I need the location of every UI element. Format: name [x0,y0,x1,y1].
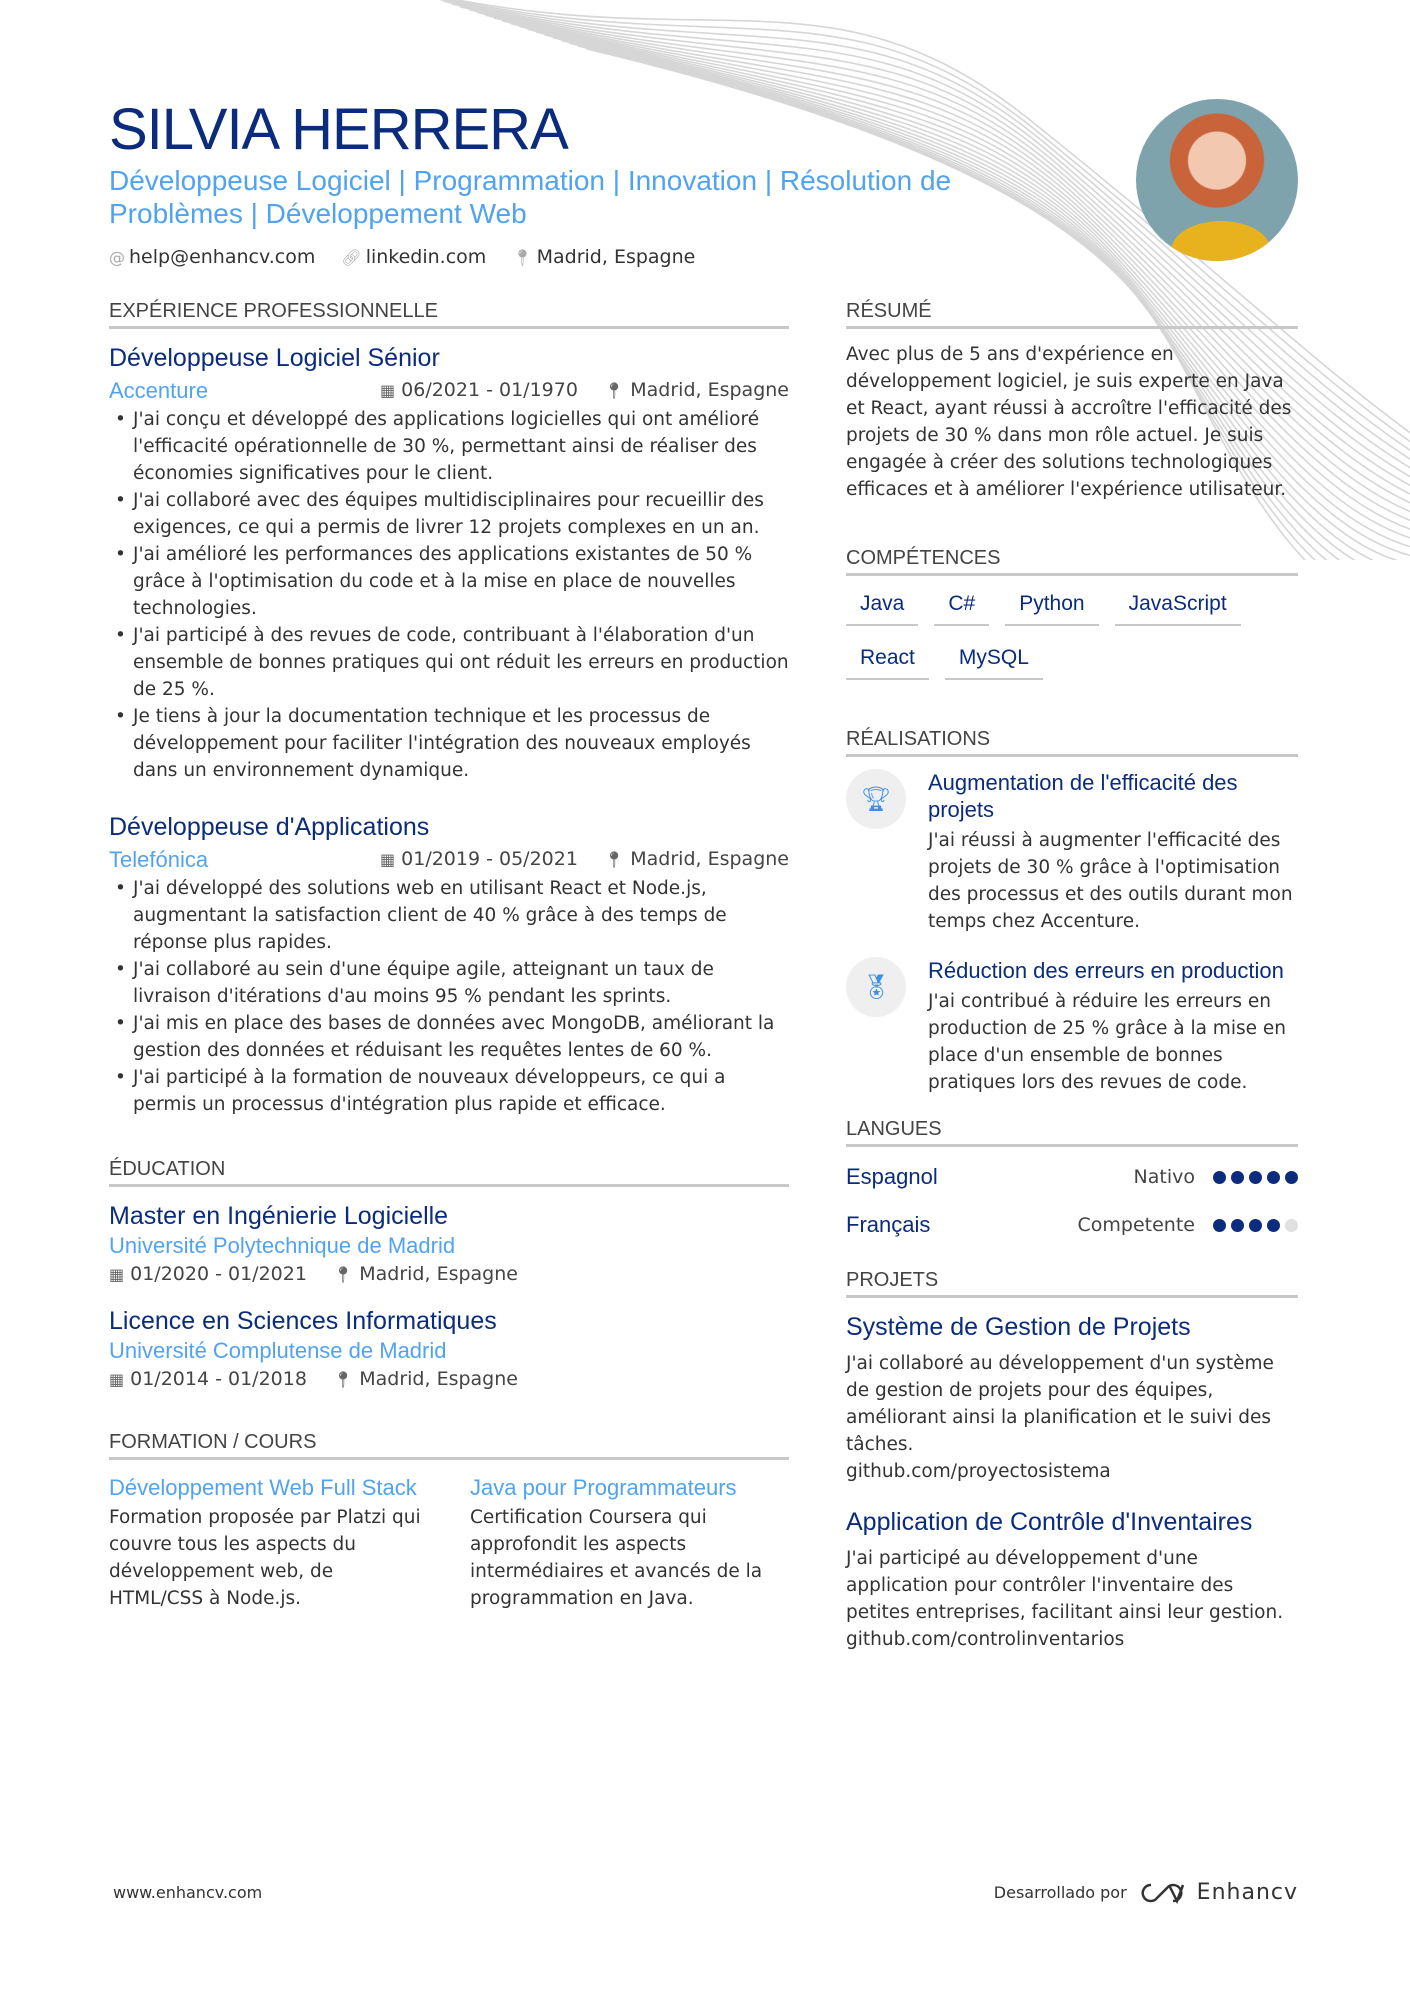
bullet-item: • J'ai collaboré au sein d'une équipe agile, atteignant un taux de livraison d'itérations d'au moins 95 % pendant les sprints. [109,956,789,1010]
school-name: Université Polytechnique de Madrid [109,1233,456,1258]
section-heading-education: ÉDUCATION [109,1158,789,1187]
language-name: Français [846,1212,931,1237]
degree: Licence en Sciences Informatiques [109,1307,497,1335]
proficiency-label: Competente [1077,1214,1195,1236]
skill-tag: JavaScript [1115,588,1241,626]
trophy-icon: 🏆︎ [846,769,906,829]
job-title: Développeuse Logiciel Sénior [109,344,440,372]
bullet-item: • J'ai collaboré avec des équipes multidisciplinaires pour recueillir des exigences, ce qui a permis de livrer 12 projets complexes en un an. [109,487,789,541]
proficiency-label: Nativo [1133,1166,1195,1188]
achievement-text: J'ai contribué à réduire les erreurs en production de 25 % grâce à la mise en place d'un ensemble de bonnes pratiques lors des revues de code. [928,991,1286,1093]
calendar-icon: ▦ [109,1265,125,1284]
location [333,1364,518,1395]
section-heading-experience: EXPÉRIENCE PROFESSIONNELLE [109,300,789,329]
achievement-title: Réduction des erreurs en production [928,958,1284,983]
dates [109,1364,307,1395]
rating-dot [1231,1171,1244,1184]
achievement-body [928,957,1298,1096]
job-meta [380,375,789,406]
location-text: Madrid, Espagne [359,1368,518,1390]
powered-by: Desarrollado por Enhancv [993,1880,1298,1905]
course-title: Développement Web Full Stack [109,1475,417,1500]
summary-text: Avec plus de 5 ans d'expérience en développement logiciel, je suis experte en Java et React, ayant réussi à accroître l'efficacité des projets de 30 % dans mon rôle actuel. Je suis engagée à créer des solutions technologiques efficaces et à améliorer l'expérience utilisateur. [846,344,1292,500]
language-entry [846,1201,1298,1249]
date-range: 01/2019 - 05/2021 [401,848,578,870]
map-pin-icon: 📍︎ [603,850,625,869]
candidate-name: SILVIA HERRERA [109,97,568,162]
map-pin-icon: 📍︎ [512,248,533,267]
skill-tag: Java [846,588,918,626]
education-meta [109,1259,789,1290]
bullet-item: • J'ai conçu et développé des applications logicielles qui ont amélioré l'efficacité opérationnelle de 30 %, permettant ainsi de réaliser des économies significatives pour le client. [109,406,789,487]
rating-dot [1285,1171,1298,1184]
job-entry [109,810,789,1118]
rating-dot [1213,1171,1226,1184]
rating-dot [1249,1171,1262,1184]
company-name: Telefónica [109,846,209,872]
achievement-entry [846,769,1298,935]
job-meta [380,844,789,875]
email[interactable]: @ help@enhancv.com [109,246,316,268]
achievement-title: Augmentation de l'efficacité des projets [928,770,1238,822]
job-entry [109,341,789,784]
calendar-icon: ▦ [380,381,396,400]
education-entry [109,1304,789,1395]
proficiency-dots [1213,1219,1298,1232]
project-entry [846,1310,1298,1485]
rating-dot [1249,1219,1262,1232]
achievement-text: J'ai réussi à augmenter l'efficacité des projets de 30 % grâce à l'optimisation des processus et des outils durant mon temps chez Accenture. [928,830,1293,932]
project-title: Système de Gestion de Projets [846,1313,1191,1341]
section-heading-courses: FORMATION / COURS [109,1431,789,1460]
school-name: Université Complutense de Madrid [109,1338,447,1363]
date-range: 06/2021 - 01/1970 [401,379,578,401]
rating-dot [1267,1219,1280,1232]
language-level [1078,1214,1298,1236]
job-meta [109,1364,518,1395]
location-text: Madrid, Espagne [359,1263,518,1285]
link-icon: 🔗︎ [341,248,362,267]
job-subheader [109,375,789,406]
location [604,375,789,406]
education-entry [109,1199,789,1290]
date-range: 01/2020 - 01/2021 [130,1263,307,1285]
bullet-item: • J'ai participé à des revues de code, contribuant à l'élaboration d'un ensemble de bonnes pratiques qui ont réduit les erreurs en production de 25 %. [109,622,789,703]
project-description: J'ai participé au développement d'une application pour contrôler l'inventaire des petites entreprises, facilitant ainsi leur gestion. [846,1548,1284,1623]
footer [113,1880,1298,1905]
degree: Master en Ingénierie Logicielle [109,1202,449,1230]
profile-photo [1136,99,1298,261]
enhancv-logo-icon [1139,1881,1185,1905]
bullet-item: • Je tiens à jour la documentation technique et les processus de développement pour faciliter l'intégration des nouveaux employés dans un environnement dynamique. [109,703,789,784]
language-name: Espagnol [846,1164,938,1189]
education-meta [109,1364,789,1395]
job-bullets [109,875,789,1118]
section-heading-summary: RÉSUMÉ [846,300,1298,329]
job-subheader [109,844,789,875]
rating-dot [1285,1219,1298,1232]
section-heading-achievements: RÉALISATIONS [846,728,1298,757]
rating-dot [1267,1171,1280,1184]
job-bullets [109,406,789,784]
project-description: J'ai collaboré au développement d'un système de gestion de projets pour des équipes, améliorant ainsi la planification et le suivi des tâches. [846,1353,1274,1455]
at-icon: @ [109,248,125,267]
course-title: Java pour Programmateurs [470,1475,737,1500]
location-text: Madrid, Espagne [630,379,789,401]
bullet-item: • J'ai développé des solutions web en utilisant React et Node.js, augmentant la satisfaction client de 40 % grâce à des temps de réponse plus rapides. [109,875,789,956]
achievement-entry [846,957,1298,1096]
location [604,844,789,875]
location-text: Madrid, Espagne [630,848,789,870]
rating-dot [1231,1219,1244,1232]
calendar-icon: ▦ [109,1370,125,1389]
skill-tag: C# [934,588,989,626]
proficiency-dots [1213,1171,1298,1184]
linkedin[interactable]: 🔗︎ linkedin.com [341,246,487,268]
section-heading-projects: PROJETS [846,1269,1298,1298]
map-pin-icon: 📍︎ [603,381,625,400]
company-name: Accenture [109,377,209,403]
skill-tag: MySQL [945,642,1043,680]
bullet-item: • J'ai amélioré les performances des applications existantes de 50 % grâce à l'optimisation du code et à la mise en place de nouvelles technologies. [109,541,789,622]
location: 📍︎ Madrid, Espagne [512,246,696,268]
resume-header [109,98,1069,268]
left-column [109,300,789,1612]
bullet-item: • J'ai mis en place des bases de données avec MongoDB, améliorant la gestion des données et réduisant les requêtes lentes de 60 %. [109,1010,789,1064]
right-column [846,300,1298,1653]
job-title: Développeuse d'Applications [109,813,430,841]
course-entry [470,1472,789,1612]
dates [380,844,578,875]
contact-info [109,246,1069,268]
calendar-icon: ▦ [380,850,396,869]
project-title: Application de Contrôle d'Inventaires [846,1508,1253,1536]
section-heading-skills: COMPÉTENCES [846,547,1298,576]
rating-dot [1213,1219,1226,1232]
dates [109,1259,307,1290]
achievement-body [928,769,1298,935]
location [333,1259,518,1290]
candidate-title: Développeuse Logiciel | Programmation | Innovation | Résolution de Problèmes | Développement Web [109,165,952,229]
project-link[interactable]: github.com/proyectosistema [846,1461,1111,1482]
course-description: Certification Coursera qui approfondit les aspects intermédiaires et avancés de la programmation en Java. [470,1507,763,1609]
footer-website[interactable]: www.enhancv.com [113,1883,263,1902]
award-icon: 🏅︎ [846,957,906,1017]
project-entry [846,1505,1298,1653]
course-description: Formation proposée par Platzi qui couvre tous les aspects du développement web, de HTML/CSS à Node.js. [109,1507,421,1609]
map-pin-icon: 📍︎ [332,1370,354,1389]
dates [380,375,578,406]
language-level [1134,1166,1298,1188]
project-link[interactable]: github.com/controlinventarios [846,1629,1125,1650]
course-entry [109,1472,428,1612]
language-entry [846,1153,1298,1201]
bullet-item: • J'ai participé à la formation de nouveaux développeurs, ce qui a permis un processus d'intégration plus rapide et efficace. [109,1064,789,1118]
skill-tag: React [846,642,929,680]
section-heading-languages: LANGUES [846,1118,1298,1147]
skill-tag: Python [1005,588,1098,626]
job-meta [109,1259,518,1290]
date-range: 01/2014 - 01/2018 [130,1368,307,1390]
map-pin-icon: 📍︎ [332,1265,354,1284]
